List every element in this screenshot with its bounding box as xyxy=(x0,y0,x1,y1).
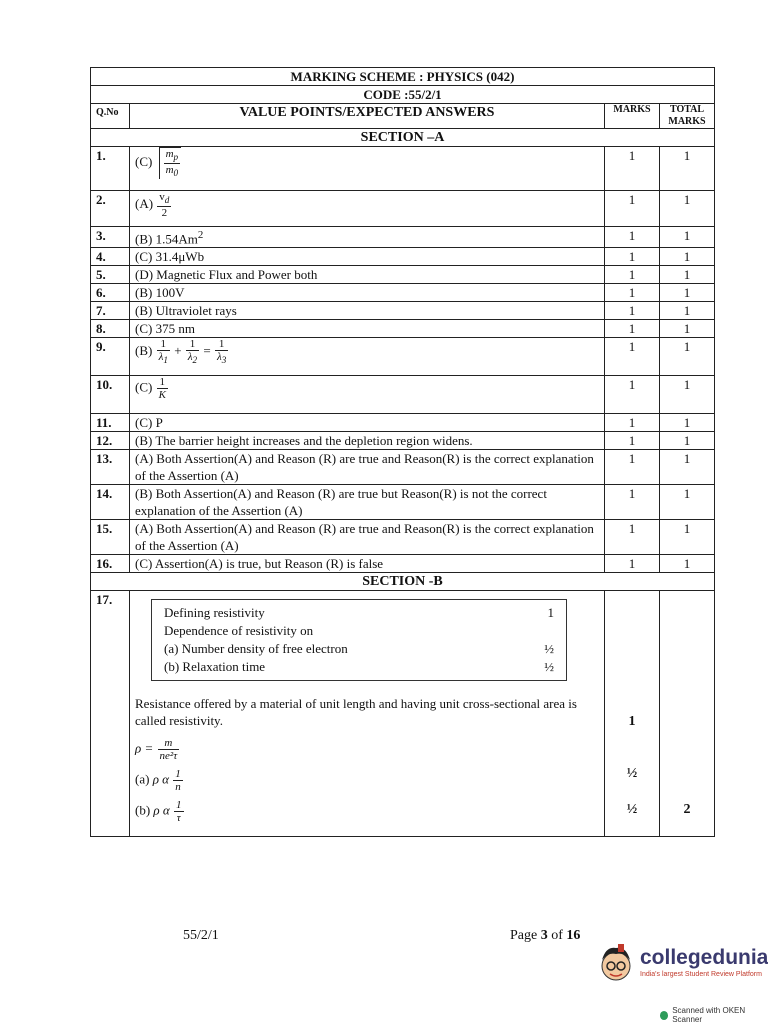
breakup-label: (b) Relaxation time xyxy=(164,659,266,675)
table-row xyxy=(91,284,715,302)
col-marks: MARKS xyxy=(605,104,660,129)
frac-num: 1 xyxy=(215,338,228,351)
relation-a-mark: ½ xyxy=(626,766,638,782)
frac-den: λ xyxy=(158,351,164,364)
fraction xyxy=(174,799,184,824)
table-row xyxy=(91,414,715,432)
answer-text: (B) Both Assertion(A) and Reason (R) are true but Reason(R) is not the correct explanation of the Assertion (A) xyxy=(130,485,605,520)
page-mid: of xyxy=(547,928,567,943)
frac-num: m xyxy=(158,737,180,750)
answer-text: (C) 375 nm xyxy=(130,320,605,338)
page-prefix: Page xyxy=(510,928,541,943)
total-cell: 1 xyxy=(660,248,715,266)
question-number: 14. xyxy=(91,485,130,520)
table-row xyxy=(91,302,715,320)
answer-text: (B) The barrier height increases and the depletion region widens. xyxy=(130,432,605,450)
frac-num-sub: d xyxy=(164,195,170,206)
definition-text: Resistance offered by a material of unit length and having unit cross-sectional area is called resistivity. xyxy=(135,696,577,729)
fraction xyxy=(215,338,228,366)
table-row xyxy=(91,591,715,837)
answer-cell xyxy=(130,338,605,376)
frac-num: 1 xyxy=(186,338,199,351)
frac-den-sub: 0 xyxy=(173,168,179,179)
answer-sup: 2 xyxy=(197,229,204,241)
answer-text: (C) xyxy=(135,154,153,170)
answer-text: (C) xyxy=(135,379,153,395)
fraction xyxy=(157,191,171,219)
question-number: 8. xyxy=(91,320,130,338)
answer-text: (A) Both Assertion(A) and Reason (R) are true and Reason(R) is the correct explanation of the Assertion (A) xyxy=(130,450,605,485)
breakup-row xyxy=(164,640,554,658)
frac-num: m xyxy=(165,148,174,160)
answer-cell xyxy=(130,147,605,191)
fraction xyxy=(157,338,170,366)
marks-cell: 1 xyxy=(605,266,660,284)
relation-label: (b) xyxy=(135,802,151,818)
marks-cell: 1 xyxy=(605,414,660,432)
breakup-row xyxy=(164,622,554,640)
answer-cell xyxy=(130,227,605,248)
total-cell: 1 xyxy=(660,191,715,227)
breakup-label: Dependence of resistivity on xyxy=(164,623,314,639)
answer-text: (A) xyxy=(135,196,154,212)
marks-cell: 1 xyxy=(605,338,660,376)
breakup-mark: ½ xyxy=(544,659,554,675)
marks-cell: 1 xyxy=(605,191,660,227)
column-header-row xyxy=(91,104,715,129)
marks-cell: 1 xyxy=(605,520,660,555)
breakup-mark: 1 xyxy=(547,605,554,621)
breakup-row xyxy=(164,604,554,622)
frac-num: 1 xyxy=(157,338,170,351)
fraction xyxy=(157,376,168,401)
marking-scheme-table xyxy=(90,67,715,837)
table-row xyxy=(91,432,715,450)
frac-den: K xyxy=(158,389,166,402)
table-row xyxy=(91,376,715,414)
marks-cell: 1 xyxy=(605,376,660,414)
total-cell: 1 xyxy=(660,485,715,520)
definition-mark: 1 xyxy=(628,714,636,730)
scheme-title: MARKING SCHEME : PHYSICS (042) xyxy=(91,68,715,86)
question-number: 12. xyxy=(91,432,130,450)
formula-lhs: ρ = xyxy=(135,740,154,756)
question-number: 5. xyxy=(91,266,130,284)
marks-cell: 1 xyxy=(605,485,660,520)
answer-cell xyxy=(130,191,605,227)
table-row xyxy=(91,320,715,338)
relation-a xyxy=(135,768,599,793)
frac-num: 1 xyxy=(157,376,168,389)
total-cell: 1 xyxy=(660,147,715,191)
question-number: 1. xyxy=(91,147,130,191)
marks-cell: 1 xyxy=(605,555,660,573)
question-number: 13. xyxy=(91,450,130,485)
total-cell: 1 xyxy=(660,555,715,573)
answer-text: (B) xyxy=(135,343,153,359)
answer-text: (A) Both Assertion(A) and Reason (R) are true and Reason(R) is the correct explanation of the Assertion (A) xyxy=(130,520,605,555)
marks-cell: 1 xyxy=(605,284,660,302)
scanner-text: Scanned with OKEN Scanner xyxy=(672,1006,746,1024)
breakup-label: (a) Number density of free electron xyxy=(164,641,348,657)
frac-den: m xyxy=(165,164,174,177)
marks-cell xyxy=(605,591,660,837)
frac-den-sub: 1 xyxy=(163,355,168,366)
relation-b-mark: ½ xyxy=(626,802,638,818)
marks-cell: 1 xyxy=(605,302,660,320)
frac-den: λ xyxy=(187,351,193,364)
answer-text: (B) 1.54Am xyxy=(135,231,198,247)
question-number: 2. xyxy=(91,191,130,227)
question-number: 16. xyxy=(91,555,130,573)
fraction xyxy=(164,148,181,179)
fraction xyxy=(186,338,199,366)
section-b-row xyxy=(91,573,715,591)
total-cell: 1 xyxy=(660,302,715,320)
total-cell: 1 xyxy=(660,414,715,432)
question-number: 17. xyxy=(91,591,130,837)
total-cell xyxy=(660,591,715,837)
section-a-heading: SECTION –A xyxy=(91,129,715,147)
answer-cell xyxy=(130,591,605,837)
relation-expr: ρ α xyxy=(152,771,170,787)
frac-den: n xyxy=(175,781,181,794)
sqrt-expression xyxy=(159,147,182,179)
col-total: TOTAL MARKS xyxy=(660,104,715,129)
marks-cell: 1 xyxy=(605,248,660,266)
total-cell: 1 xyxy=(660,520,715,555)
marks-cell: 1 xyxy=(605,147,660,191)
section-b-heading: SECTION -B xyxy=(91,573,715,591)
answer-text: (B) 100V xyxy=(130,284,605,302)
total-mark: 2 xyxy=(683,802,691,818)
frac-num: 1 xyxy=(175,768,181,781)
question-number: 9. xyxy=(91,338,130,376)
answer-text: (C) Assertion(A) is true, but Reason (R) is false xyxy=(130,555,605,573)
brand-tagline: India's largest Student Review Platform xyxy=(640,971,762,978)
relation-b xyxy=(135,799,599,824)
total-cell: 1 xyxy=(660,320,715,338)
title-row xyxy=(91,68,715,86)
relation-expr: ρ α xyxy=(153,802,170,818)
plus-sign: + xyxy=(174,343,182,359)
table-row xyxy=(91,485,715,520)
footer-code: 55/2/1 xyxy=(183,928,219,943)
table-row xyxy=(91,338,715,376)
total-cell: 1 xyxy=(660,284,715,302)
question-number: 6. xyxy=(91,284,130,302)
frac-den-sub: 2 xyxy=(192,355,198,366)
scanner-watermark xyxy=(660,1006,768,1024)
answer-cell xyxy=(130,376,605,414)
total-cell: 1 xyxy=(660,227,715,248)
answer-text: (C) 31.4μWb xyxy=(130,248,605,266)
total-cell: 1 xyxy=(660,450,715,485)
question-number: 15. xyxy=(91,520,130,555)
marks-cell: 1 xyxy=(605,227,660,248)
marking-breakup-box xyxy=(151,599,567,681)
table-row xyxy=(91,147,715,191)
answer-text: (C) P xyxy=(130,414,605,432)
breakup-row xyxy=(164,658,554,676)
frac-den: 2 xyxy=(161,207,168,220)
breakup-mark: ½ xyxy=(544,641,554,657)
frac-num: 1 xyxy=(176,799,182,812)
fraction xyxy=(158,737,180,762)
question-number: 7. xyxy=(91,302,130,320)
table-row xyxy=(91,248,715,266)
table-row xyxy=(91,555,715,573)
section-a-row xyxy=(91,129,715,147)
col-qno: Q.No xyxy=(91,104,130,129)
page-number: 3 xyxy=(540,928,548,943)
relation-label: (a) xyxy=(135,771,150,787)
scanner-icon xyxy=(660,1011,668,1020)
table-row xyxy=(91,227,715,248)
marks-cell: 1 xyxy=(605,450,660,485)
col-answers: VALUE POINTS/EXPECTED ANSWERS xyxy=(130,104,605,129)
marks-cell: 1 xyxy=(605,432,660,450)
total-cell: 1 xyxy=(660,266,715,284)
frac-den: λ xyxy=(216,351,222,364)
marks-cell: 1 xyxy=(605,320,660,338)
code-row xyxy=(91,86,715,104)
page-total: 16 xyxy=(566,928,581,943)
brand-name: collegedunia xyxy=(640,946,768,969)
table-row xyxy=(91,191,715,227)
frac-num: v xyxy=(159,191,165,203)
question-number: 4. xyxy=(91,248,130,266)
question-number: 3. xyxy=(91,227,130,248)
answer-text: (B) Ultraviolet rays xyxy=(130,302,605,320)
question-number: 11. xyxy=(91,414,130,432)
breakup-label: Defining resistivity xyxy=(164,605,265,621)
question-number: 10. xyxy=(91,376,130,414)
equals-sign: = xyxy=(203,343,211,359)
frac-den: τ xyxy=(176,812,181,825)
frac-num-sub: p xyxy=(173,152,179,163)
paper-code: CODE :55/2/1 xyxy=(91,86,715,104)
formula-line xyxy=(135,737,599,762)
table-row xyxy=(91,520,715,555)
frac-den-sub: 3 xyxy=(221,355,227,366)
total-cell: 1 xyxy=(660,376,715,414)
answer-text: (D) Magnetic Flux and Power both xyxy=(130,266,605,284)
page-indicator xyxy=(510,928,580,944)
total-cell: 1 xyxy=(660,432,715,450)
table-row xyxy=(91,266,715,284)
table-row xyxy=(91,450,715,485)
frac-den: ne²τ xyxy=(159,750,178,763)
total-cell: 1 xyxy=(660,338,715,376)
fraction xyxy=(173,768,183,793)
